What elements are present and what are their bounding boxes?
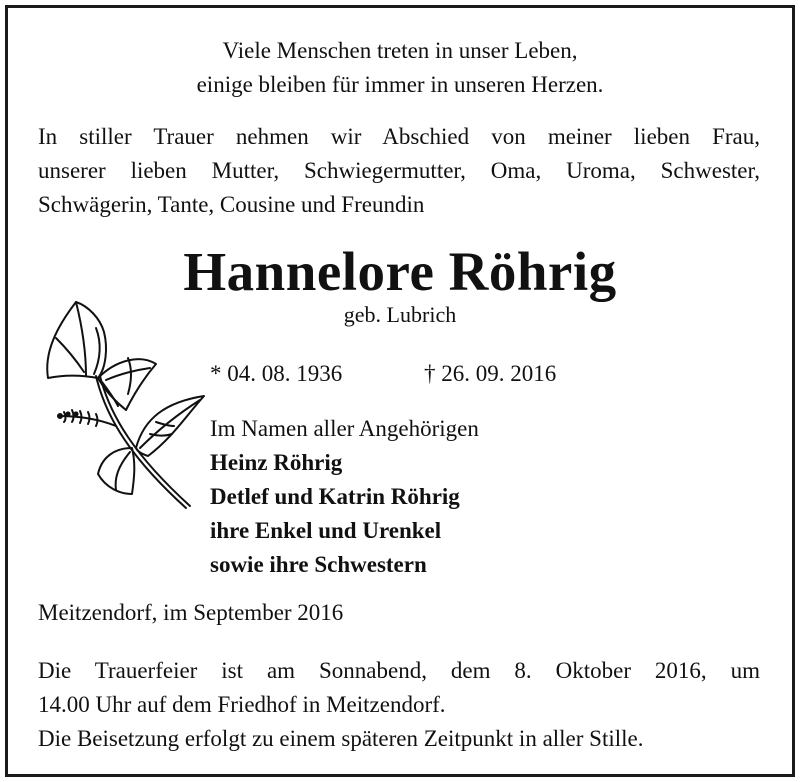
- mourners-heading: Im Namen aller Angehörigen: [210, 416, 479, 441]
- mourner-name: Heinz Röhrig: [210, 450, 343, 475]
- mourner-name: ihre Enkel und Urenkel: [210, 518, 442, 543]
- funeral-line-3: Die Beisetzung erfolgt zu einem späteren Zeitpunkt in aller Stille.: [38, 726, 644, 751]
- deceased-name: Hannelore Röhrig: [183, 241, 617, 302]
- birth-name: geb. Lubrich: [343, 302, 457, 327]
- intro-line-2: unserer lieben Mutter, Schwiegermutter, Oma, Uroma, Schwester,: [38, 158, 760, 183]
- mourner-name: sowie ihre Schwestern: [210, 552, 427, 577]
- mourners: [210, 412, 479, 582]
- motto: [8, 34, 792, 102]
- motto-line-2: einige bleiben für immer in unseren Herzen.: [196, 72, 604, 97]
- funeral-line-2: 14.00 Uhr auf dem Friedhof in Meitzendorf.: [38, 692, 446, 717]
- calla-lily-icon: [36, 298, 206, 513]
- funeral-line-1: Die Trauerfeier ist am Sonnabend, dem 8. Oktober 2016, um: [38, 658, 760, 683]
- obituary-notice: [5, 5, 795, 777]
- mourner-name: Detlef und Katrin Röhrig: [210, 484, 460, 509]
- intro-text: [38, 120, 760, 222]
- life-dates: [210, 357, 556, 391]
- intro-line-1: In stiller Trauer nehmen wir Abschied von meiner lieben Frau,: [38, 124, 760, 149]
- funeral-info: [38, 654, 760, 756]
- death-date: † 26. 09. 2016: [424, 361, 557, 386]
- birth-date: * 04. 08. 1936: [210, 361, 343, 386]
- motto-line-1: Viele Menschen treten in unser Leben,: [222, 38, 578, 63]
- place-date: Meitzendorf, im September 2016: [38, 600, 344, 625]
- intro-line-3: Schwägerin, Tante, Cousine und Freundin: [38, 192, 425, 217]
